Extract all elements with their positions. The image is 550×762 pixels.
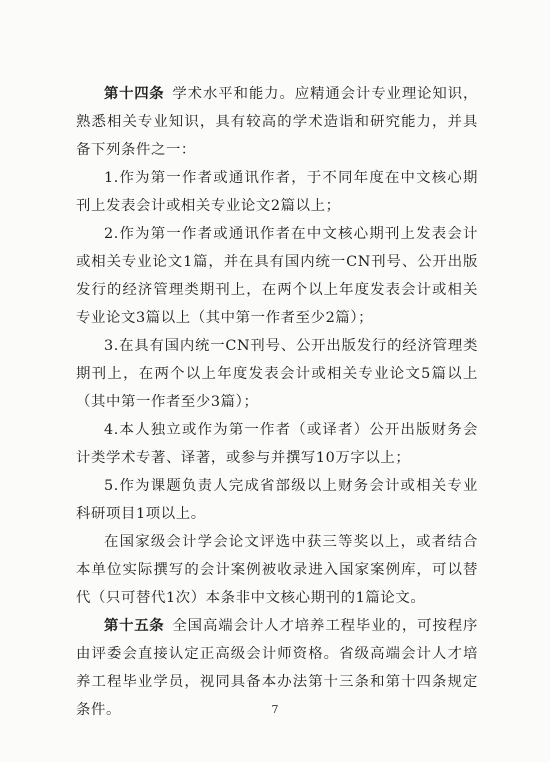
page-number: 7 — [271, 703, 279, 716]
condition-5: 5.作为课题负责人完成省部级以上财务会计或相关专业科研项目1项以上。 — [76, 478, 478, 522]
article-15-text: 全国高端会计人才培养工程毕业的，可按程序由评委会直接认定正高级会计师资格。省级高端会计人才培养工程毕业学员，视同具备本办法第十三条和第十四条规定条件。 — [76, 618, 478, 718]
condition-3: 3.在具有国内统一CN刊号、公开出版发行的经济管理类期刊上，在两个以上年度发表会计或相关专业论文5篇以上（其中第一作者至少3篇）； — [76, 338, 478, 410]
article-14-label: 第十四条 — [104, 86, 165, 102]
article-14-text: 学术水平和能力。应精通会计专业理论知识，熟悉相关专业知识，具有较高的学术造诣和研究能力，并具备下列条件之一： — [76, 86, 478, 158]
condition-1: 1.作为第一作者或通讯作者，于不同年度在中文核心期刊上发表会计或相关专业论文2篇以上； — [76, 170, 478, 214]
condition-2: 2.作为第一作者或通讯作者在中文核心期刊上发表会计或相关专业论文1篇，并在具有国内统一CN刊号、公开出版发行的经济管理类期刊上，在两个以上年度发表会计或相关专业论文3篇以上（其中第一作者至少2篇）； — [76, 226, 478, 326]
article-14-paragraph — [76, 80, 478, 164]
article-15-label: 第十五条 — [104, 618, 165, 634]
condition-4: 4.本人独立或作为第一作者（或译者）公开出版财务会计类学术专著、译著，或参与并撰写10万字以上； — [76, 422, 478, 466]
substitution-note: 在国家级会计学会论文评选中获三等奖以上，或者结合本单位实际撰写的会计案例被收录进入国家案例库，可以替代（只可替代1次）本条非中文核心期刊的1篇论文。 — [76, 534, 478, 606]
